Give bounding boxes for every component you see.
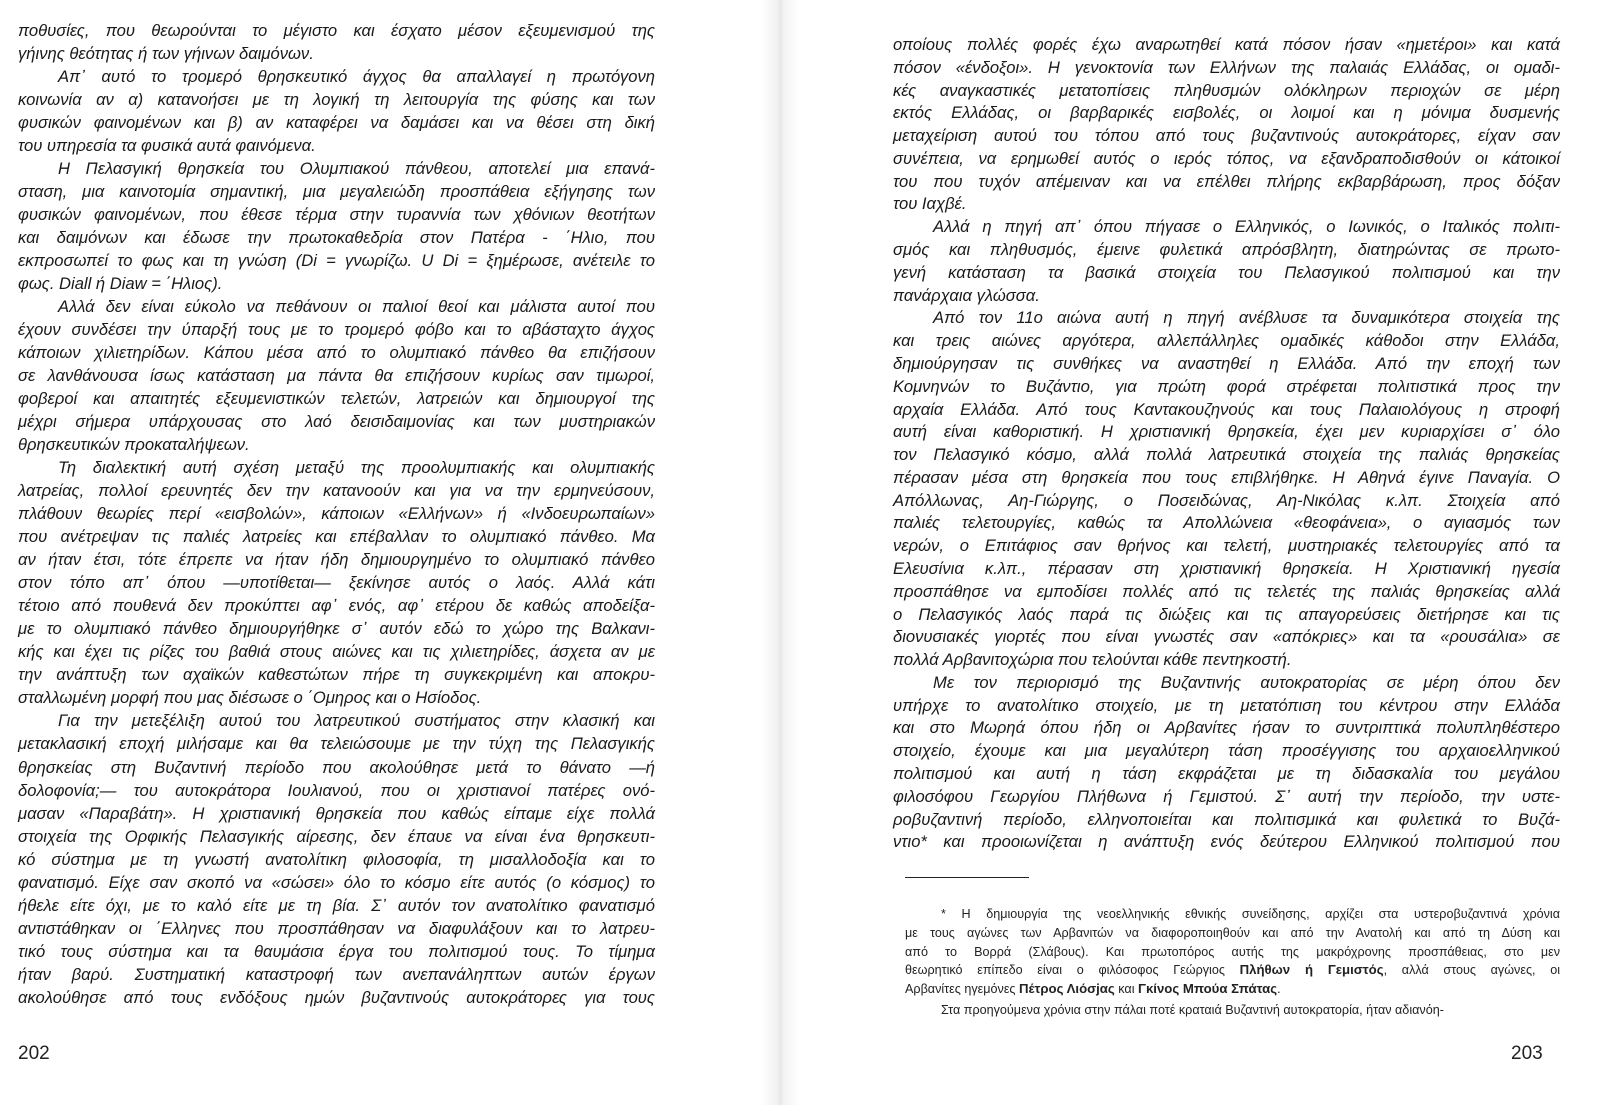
footnote-text: , αλλά στους αγώνες, οι [1383,963,1560,978]
text-line: συνέπεια, να ερημωθεί αυτός ο ιερός τόπος, να εξανδραποδισθούν οι κάτοικοί [893,148,1560,168]
text-line: στοιχείο, έχουμε και μια μεγαλύτερη τάση προσέγγισης του αρχαιοελληνικού [893,741,1560,761]
footnote-line [905,943,1560,962]
text-line: ακολούθησε από τους ενδόξους ημών βυζαντινούς αυτοκράτορες για τους [18,987,655,1007]
text-line: ήθελε είτε όχι, με το καλό είτε με τη βία. Σ᾽ αυτόν τον ανατολίτικο φανατισμό [18,895,655,915]
text-line: Αλλά η πηγή απ᾽ όπου πήγασε ο Ελληνικός, ο Ιωνικός, ο Ιταλικός πολιτι- [933,217,1560,237]
paragraph [893,216,1560,307]
text-line: με το ολυμπιακό πάνθεο δημιουργήθηκε σ᾽ αυτόν εδώ το χώρο της Βαλκανι- [18,619,655,639]
page-number-left: 202 [18,1043,50,1064]
text-line: λατρείας, πολλοί ερευνητές δεν την κατανοούν και για να την ερμηνεύσουν, [18,481,655,501]
text-line: και τρεις αιώνες αργότερα, αλλεπάλληλες ομαδικές κάθοδοι στην Ελλάδα, [893,331,1560,351]
page-number-right: 203 [1511,1043,1543,1064]
text-line: θρησκευτικών προκαταλήψεων. [18,435,250,455]
footnote-line [905,1001,1560,1020]
text-line: μεταχείριση αυτού του τόπου από τους βυζαντινούς αυτοκράτορες, είχαν σαν [893,126,1560,146]
footnote-text: και [1114,982,1139,997]
paragraph [893,672,1560,854]
text-line: αν ήταν έτσι, τότε έπρεπε να ήταν ήδη δημιουργημένο το ολυμπιακό πάνθεο [18,550,655,570]
text-line: αυτή είναι καθοριστική. Η χριστιανική θρησκεία, έχει μεν κυριαρχίσει σ᾽ όλο [893,422,1560,442]
text-line: κάποιων χιλιετηρίδων. Κάπου μέσα από το ολυμπιακό πάνθεο θα επιζήσουν [18,343,655,363]
footnote-text: . [1277,982,1281,997]
text-line: εκπροσωπεί το φως και τη γνώση (Di = γνωρίζω. U Di = ξημέρωσε, ανέτειλε το [18,251,655,271]
footnote-line [905,980,1560,999]
text-line: διονυσιακές γιορτές που είναι γνωστές σαν «απόκριες» και τα «ρουσάλια» σε [893,627,1560,647]
footnote-line [905,924,1560,943]
footnote-text: με τους αγώνες των Αρβανιτών να διαφοροποιηθούν και από την Ανατολή και από τη Δύση και [905,925,1560,940]
text-line: σε λανθάνουσα ίσως κατάσταση μα πάντα θα επιζήσουν κυρίως σαν τιμωροί, [18,366,655,386]
text-line: κό σύστημα με τη γνωστή ανατολίτικη φιλοσοφία, τη μισαλλοδοξία και το [18,849,655,869]
text-line: θρησκείας στη Βυζαντινή περίοδο που ακολούθησε μετά το θάνατο —ή [18,757,655,777]
paragraph [18,456,655,709]
footnote-text: * Η δημιουργία της νεοελληνικής εθνικής συνείδησης, αρχίζει στα υστεροβυζαντινά χρόνια [941,907,1560,921]
text-line: κοινωνία αν α) κατανοήσει με τη λογική τη λειτουργία της φύσης και των [18,90,655,110]
text-line: Τη διαλεκτική αυτή σχέση μεταξύ της προολυμπιακής και ολυμπιακής [58,458,655,478]
text-line: σμός και πληθυσμός, έμεινε φυλετικά απρόσβλητη, διατηρώντας σε πρωτο- [893,240,1560,260]
text-line: Με τον περιορισμό της Βυζαντινής αυτοκρατορίας σε μέρη όπου δεν [933,672,1560,692]
text-line: τον Πελασγικό κόσμο, αλλά πολλά λατρευτικά στοιχεία της παλιάς θρησκείας [893,445,1560,465]
text-line: και στο Μωρηά όπου ήδη οι Αρβανίτες ήσαν το συντριπτικά πολυπληθέστερο [893,718,1560,738]
text-line: γενή κατάσταση τα βασικά στοιχεία του Πελασγικού πολιτισμού και την [893,262,1560,282]
text-line: τέτοιο από πουθενά δεν προκύπτει αφ᾽ ενός, αφ᾽ ετέρου δε καθώς αποδείξα- [18,596,655,616]
text-line: του που τυχόν απέμειναν και να επέλθει πλήρης εκβαρβάρωση, προς δόξαν [893,171,1560,191]
left-page-body [18,19,655,1009]
text-line: ποθυσίες, που θεωρούνται το μέγιστο και έσχατο μέσον εξευμενισμού της [18,21,655,40]
footnote [905,905,1560,1020]
footnote-text: Αρβανίτες ηγεμόνες [905,982,1019,997]
text-line: σταση, μια καινοτομία σημαντική, μια μεγαλειώδη προσπάθεια εξήγησης των [18,182,655,202]
text-line: πολλά Αρβανιτοχώρια που τελούνται κάθε πεντηκοστή. [893,650,1292,670]
text-line: στον τόπο απ᾽ όπου —υποτίθεται— ξεκίνησε αυτός ο λαός. Αλλά κάτι [18,573,655,593]
text-line: μέχρι σήμερα υπάρχουσας στο λαό δεισιδαιμονίας και των μυστηριακών [18,412,655,432]
text-line: που ανέτρεψαν τις παλιές λατρείες και επέβαλλαν το ολυμπιακό πάνθεο. Μα [18,527,655,547]
book-gutter [760,0,800,1105]
text-line: πανάρχαια γλώσσα. [893,285,1040,305]
text-line: πέρασαν μέσα στη θρησκεία που τους επιβλήθηκε. Η Αθηνά έγινε Παναγία. Ο [893,467,1560,487]
footnote-text: από το Βορρά (Σλάβους). Και πρωτοπόρος αυτής της μακρόχρονης προσπάθειας, στο μεν [905,944,1560,959]
text-line: και δαιμόνων και έδωσε την πρωτοκαθεδρία στον Πατέρα - ΄Ηλιο, που [18,228,655,248]
footnote-bold-name: Γκίνος Μπούα Σπάτας [1138,981,1278,997]
text-line: νερών, ο Επιτάφιος σαν θρήνος και τελετή, μυστηριακές τελετουργίες από τα [893,536,1560,556]
paragraph [893,34,1560,216]
text-line: φανατισμό. Είχε σαν σκοπό να «σώσει» όλο το κόσμο είτε αυτός (ο κόσμος) το [18,872,655,892]
text-line: φιλοσόφου Γεωργίου Πλήθωνα ή Γεμιστού. Σ᾽ αυτή την περίοδο, την υστε- [893,786,1560,806]
text-line: παλιές τελετουργίες, καθώς τα Απολλώνεια «θεοφάνεια», ο αγιασμός των [893,513,1560,533]
text-line: Κομνηνών το Βυζάντιο, για πρώτη φορά στρέφεται πολιτιστικά προς την [893,376,1560,396]
text-line: πλάθουν θεωρίες περί «εισβολών», κάποιων «Ελλήνων» ή «Ινδοευρωπαίων» [18,504,655,524]
text-line: Απόλλωνας, Αη-Γιώργης, ο Ποσειδώνας, Αη-Νικόλας κ.λπ. Στοιχεία από [893,490,1560,510]
text-line: σταλλωμένη μορφή που μας διέσωσε ο ΄Ομηρος και ο Ησίοδος. [18,688,482,708]
text-line: ήταν βαρύ. Συστηματική καταστροφή των ανεπανάληπτων αυτών έργων [18,964,655,984]
footnote-bold-name: Πλήθων ή Γεμιστός [1239,962,1384,978]
footnote-line [905,961,1560,980]
text-line: κής και έχει τις ρίζες του βαθιά στους αιώνες και τις χιλιετηρίδες, άσχετα αν με [18,642,655,662]
text-line: στοιχεία της Ορφικής Πελασγικής αίρεσης, δεν έπαυε να είναι ένα θρησκευτι- [18,826,655,846]
text-line: οποίους πολλές φορές έχω αναρωτηθεί κατά πόσον ήσαν «ημετέροι» και κατά [893,35,1560,54]
text-line: φοβεροί και απαιτητές εξευμενιστικών τελετών, λατρειών και δημιουργοί της [18,389,655,409]
text-line: έχουν συνδέσει την ύπαρξή τους με το τρομερό φόβο και το αβάσταχτο άγχος [18,320,655,340]
text-line: Από τον 11ο αιώνα αυτή η πηγή ανέβλυσε τα δυναμικότερα στοιχεία της [933,308,1560,328]
text-line: Απ᾽ αυτό το τρομερό θρησκευτικό άγχος θα απαλλαγεί η πρωτόγονη [58,67,655,87]
footnote-text: θεωρητικό επίπεδο είναι ο φιλόσοφος Γεώργιος [905,963,1240,978]
text-line: φως. Diall ή Diaw = ΄Ηλιος). [18,274,223,294]
text-line: μετακλασική εποχή μιλήσαμε και θα τελειώσουμε με την τύχη της Πελασγικής [18,734,655,754]
text-line: Ελευσίνια κ.λπ., πέρασαν στη χριστιανική θρησκεία. Η Χριστιανική ηγεσία [893,558,1560,578]
footnote-text: Στα προηγούμενα χρόνια στην πάλαι ποτέ κραταιά Βυζαντινή αυτοκρατορία, ήταν αδιανόη- [941,1002,1444,1017]
text-line: φυσικών φαινομένων, που έθεσε τέρμα στην τυραννία των χθόνιων θεοτήτων [18,205,655,225]
text-line: εκτός Ελλάδας, οι βαρβαρικές εισβολές, οι λοιμοί και η μόνιμα δυσμενής [893,103,1560,123]
text-line: γήινης θεότητας ή των γήινων δαιμόνων. [18,44,314,64]
paragraph [893,307,1560,672]
paragraph [18,157,655,295]
footnote-line [905,905,1560,924]
text-line: την ανάπτυξη των αχαϊκών καθεστώτων πήρε τη συγκεκριμένη και αποκρυ- [18,665,655,685]
footnote-separator [905,877,1029,878]
text-line: αντιστάθηκαν οι ΄Ελληνες που προσπάθησαν να διαφυλάξουν και το λατρευ- [18,918,655,938]
text-line: μασαν «Παραβάτη». Η χριστιανική θρησκεία που καθώς είπαμε είχε πολλά [18,803,655,823]
paragraph [18,65,655,157]
text-line: πολιτισμού και αυτή η τάση εκφράζεται με τη διδασκαλία του μεγάλου [893,764,1560,783]
text-line: ντιο* και προοιωνίζεται η ανάπτυξη ενός δεύτερου Ελληνικού πολιτισμού που [893,832,1560,852]
text-line: τικό τους σύστημα και τα θαυμάσια έργα του πολιτισμού τους. Το τίμημα [18,941,655,961]
paragraph [18,709,655,1008]
text-line: Αλλά δεν είναι εύκολο να πεθάνουν οι παλιοί θεοί και μάλιστα αυτοί που [58,297,655,317]
text-line: Για την μετεξέλιξη αυτού του λατρευτικού συστήματος στην κλασική και [58,711,655,731]
text-line: δολοφονία;— του αυτοκράτορα Ιουλιανού, που οι χριστιανοί πατέρες ονό- [18,780,655,800]
text-line: υπήρχε το ανατολίτικο στοιχείο, με τη μετατόπιση του κέντρου στην Ελλάδα [893,695,1560,715]
text-line: κές αναγκαστικές μετατοπίσεις πληθυσμών ολόκληρων περιοχών σε μέρη [893,80,1560,100]
text-line: δημιούργησαν τις συνθήκες να αναστηθεί η Ελλάδα. Από την εποχή των [893,353,1560,373]
paragraph [18,19,655,65]
footnote-bold-name: Πέτρος Λιόσjας [1019,981,1115,997]
text-line: φυσικών φαινομένων και β) αν καταφέρει να δαμάσει και να θέσει στη δική [18,113,655,133]
text-line: ροβυζαντινή περίοδο, ελληνοποιείται και πολιτισμικά και φυλετικά το Βυζά- [893,809,1560,829]
text-line: Η Πελασγική θρησκεία του Ολυμπιακού πάνθεου, αποτελεί μια επανά- [58,159,655,179]
text-line: του Ιαχβέ. [893,194,967,214]
text-line: του υπηρεσία τα φυσικά αυτά φαινόμενα. [18,136,316,156]
text-line: ο Πελασγικός λαός παρά τις διώξεις και τις απαγορεύσεις διετήρησε και τις [893,604,1560,624]
text-line: προσπάθησε να εμποδίσει πολλές από τις τελετές της παλιάς θρησκείας αλλά [893,581,1560,601]
paragraph [18,295,655,456]
text-line: αρχαία Ελλάδα. Από τους Καντακουζηνούς και τους Παλαιολόγους η στροφή [893,399,1560,419]
text-line: πόσον «ένδοξοι». Η γενοκτονία των Ελλήνων της παλαιάς Ελλάδας, οι ομαδι- [893,57,1560,77]
right-page-body [893,34,1560,854]
